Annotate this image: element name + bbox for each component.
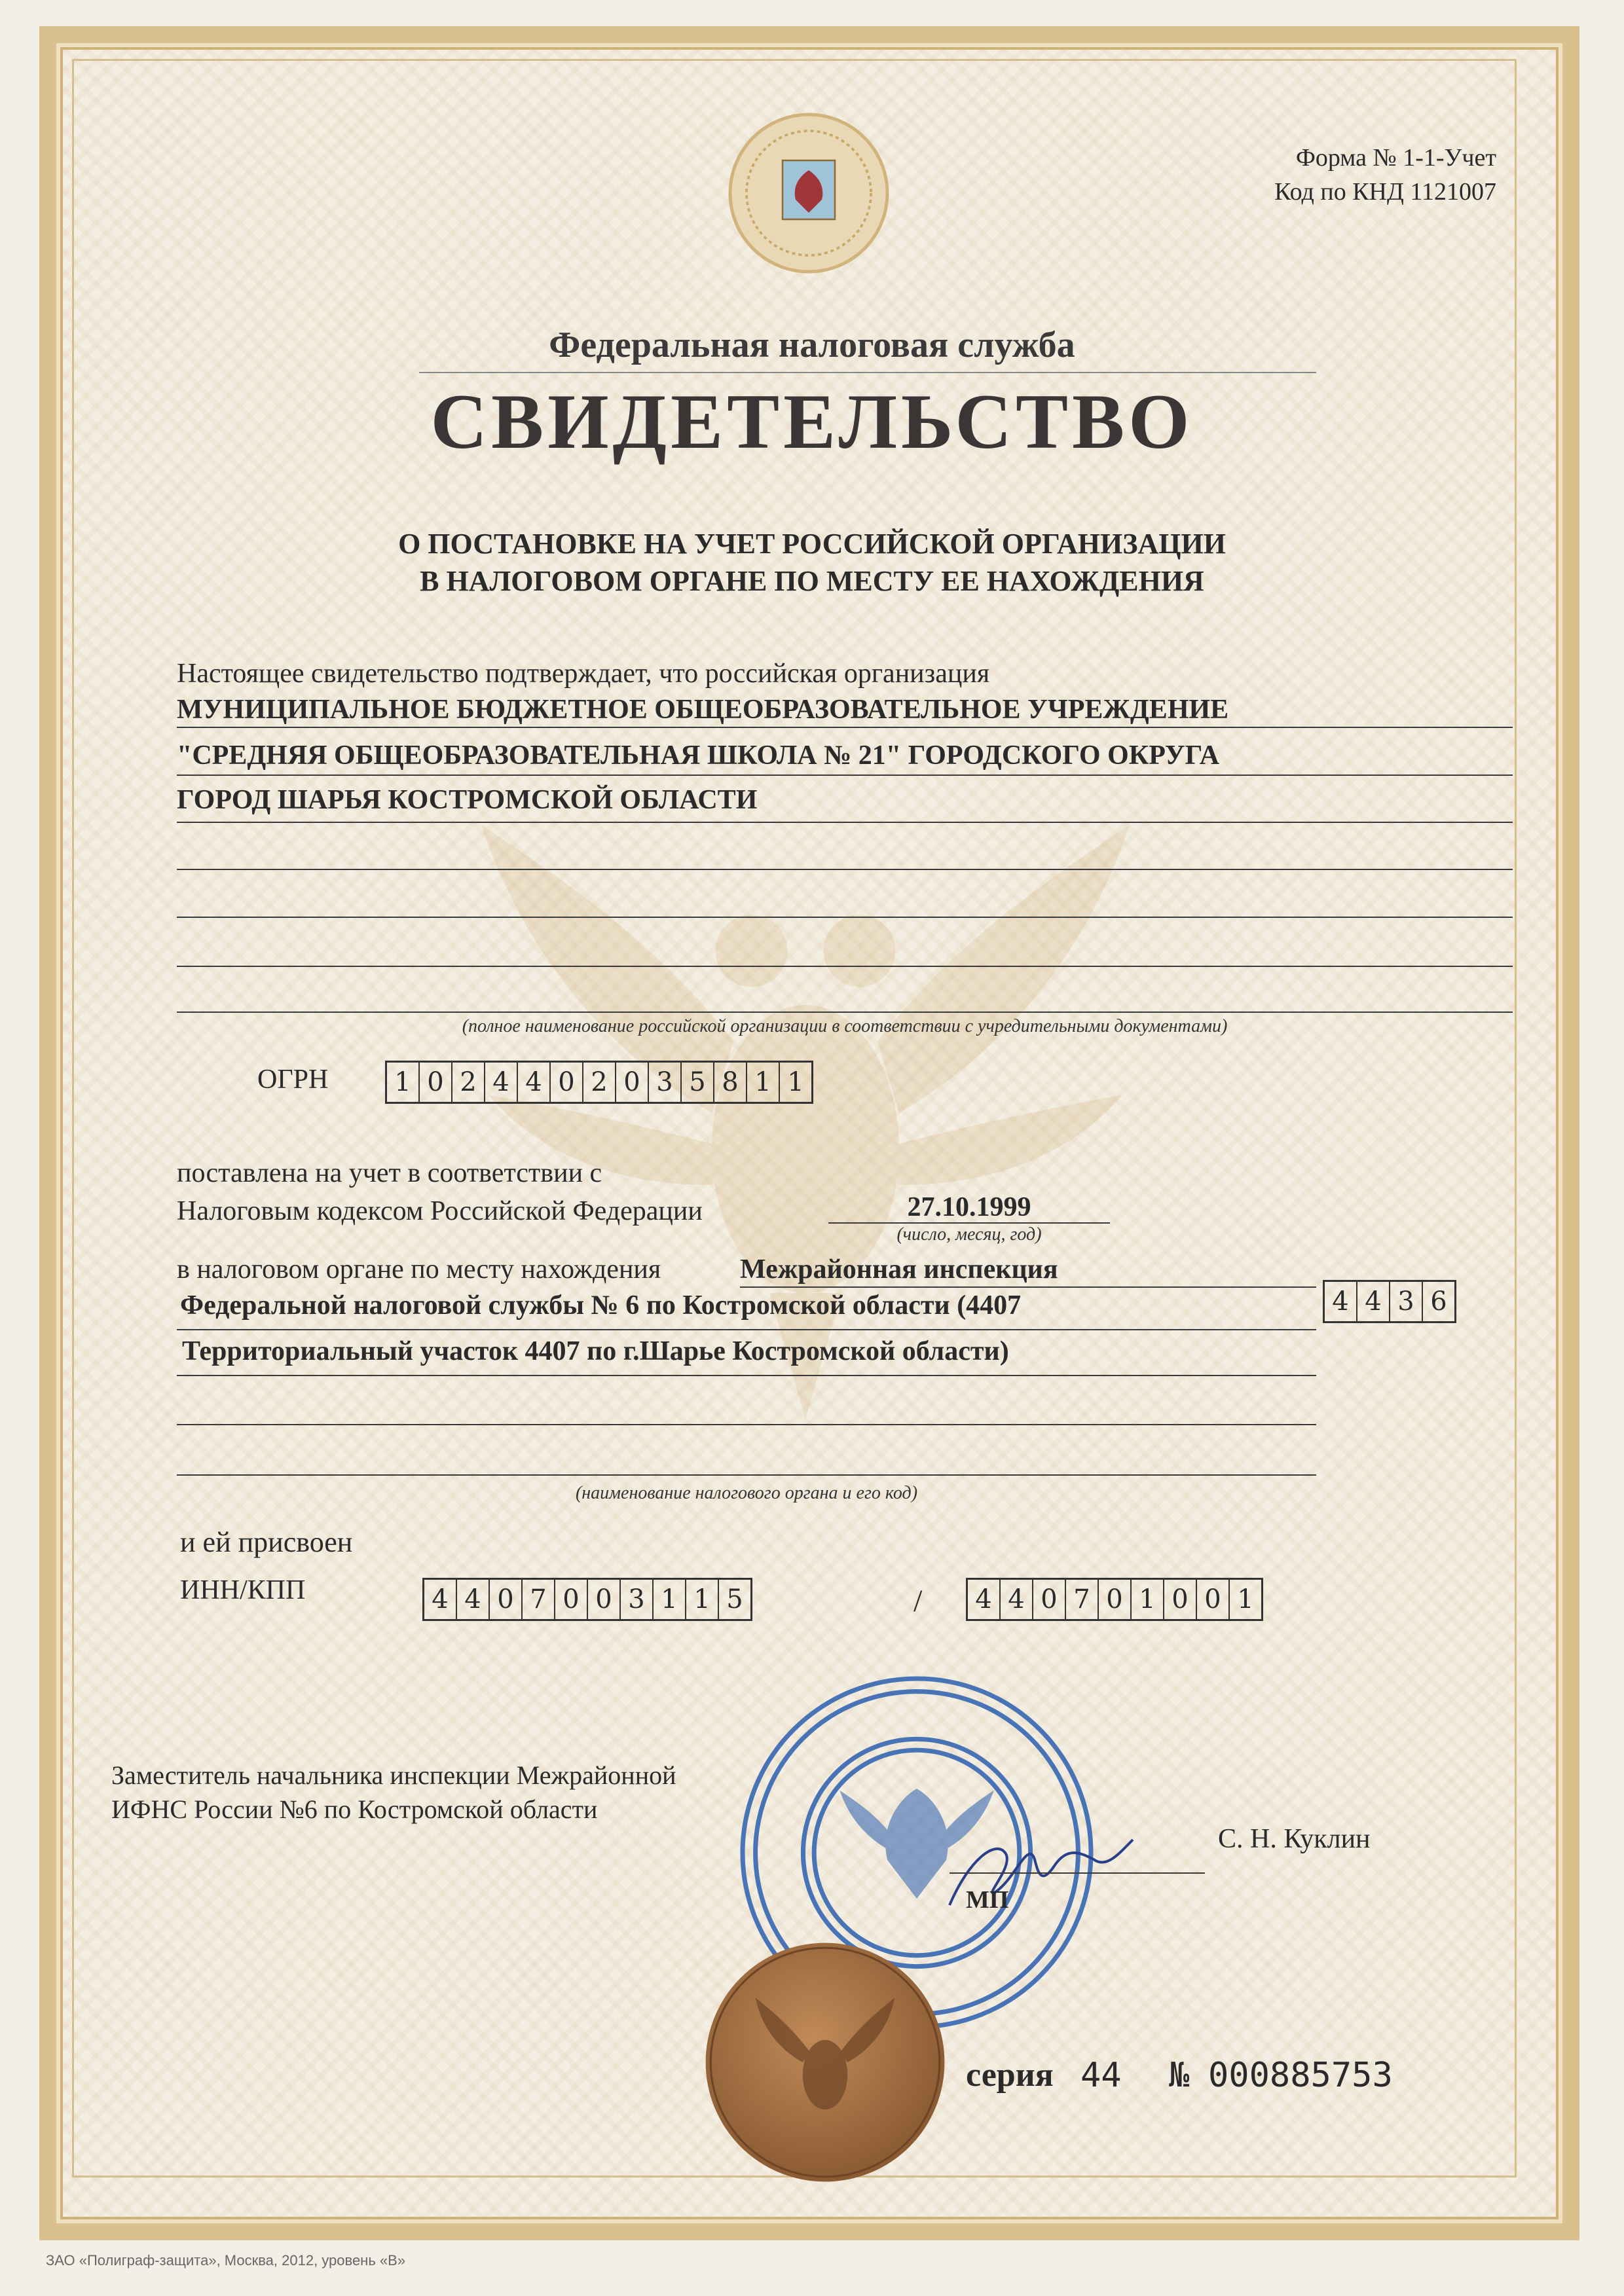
- signature-line: [950, 1872, 1205, 1874]
- digit-cell: 2: [582, 1063, 615, 1102]
- registration-line-2: Налоговым кодексом Российской Федерации: [177, 1196, 703, 1226]
- tax-organ-code-digits: [1323, 1280, 1456, 1323]
- tax-organ-intro: в налоговом органе по месту нахождения: [177, 1254, 661, 1285]
- digit-cell: 4: [432, 1584, 449, 1614]
- kpp-digits: [966, 1578, 1263, 1621]
- digit-cell: 1: [779, 1063, 811, 1102]
- digit-cell: 0: [1196, 1580, 1228, 1619]
- organization-intro: Настоящее свидетельство подтверждает, что российская организация: [177, 659, 990, 689]
- signatory-title-1: Заместитель начальника инспекции Межрайонной: [111, 1760, 676, 1790]
- digit-cell: 3: [1389, 1282, 1422, 1321]
- digit-cell: 1: [1228, 1580, 1261, 1619]
- digit-cell: 1: [1130, 1580, 1163, 1619]
- form-number: Форма № 1-1-Учет: [1295, 144, 1496, 172]
- signatory-title-2: ИФНС России №6 по Костромской области: [111, 1795, 598, 1824]
- seal-place-label: МП: [966, 1886, 1009, 1914]
- digit-cell: 0: [554, 1580, 587, 1619]
- digit-cell: 6: [1422, 1282, 1454, 1321]
- header-divider: [419, 372, 1316, 373]
- registration-line-1: поставлена на учет в соответствии с: [177, 1158, 602, 1188]
- underline: [177, 774, 1513, 776]
- digit-cell: 0: [1163, 1580, 1196, 1619]
- series-value: 44: [1080, 2056, 1122, 2095]
- underline: [177, 869, 1513, 870]
- hologram-emblem-icon: [727, 111, 891, 275]
- digit-cell: 0: [489, 1580, 521, 1619]
- digit-cell: 8: [713, 1063, 746, 1102]
- digit-cell: 1: [394, 1067, 411, 1097]
- digit-cell: 4: [1356, 1282, 1389, 1321]
- ogrn-digits: [385, 1061, 813, 1104]
- digit-cell: 4: [484, 1063, 517, 1102]
- digit-cell: 4: [975, 1584, 992, 1614]
- page-title: СВИДЕТЕЛЬСТВО: [430, 378, 1194, 465]
- subtitle-line-2: В НАЛОГОВОМ ОРГАНЕ ПО МЕСТУ ЕЕ НАХОЖДЕНИЯ: [420, 565, 1204, 597]
- underline: [177, 1474, 1316, 1476]
- knd-code: Код по КНД 1121007: [1274, 178, 1496, 206]
- digit-cell: 0: [1098, 1580, 1130, 1619]
- underline: [740, 1286, 1316, 1288]
- underline: [177, 917, 1513, 918]
- embossed-seal-icon: [701, 1938, 950, 2187]
- inn-kpp-separator: /: [913, 1584, 923, 1618]
- printer-note: ЗАО «Полиграф-защита», Москва, 2012, уровень «В»: [46, 2252, 406, 2269]
- tax-organ-line-1: Межрайонная инспекция: [740, 1254, 1058, 1285]
- underline: [828, 1222, 1110, 1224]
- digit-cell: 2: [451, 1063, 484, 1102]
- digit-cell: 0: [1032, 1580, 1065, 1619]
- agency-name: Федеральная налоговая служба: [549, 325, 1075, 365]
- series-label: серия: [966, 2056, 1054, 2094]
- underline: [177, 966, 1513, 967]
- digit-cell: 4: [517, 1063, 549, 1102]
- inn-kpp-label: ИНН/КПП: [180, 1575, 306, 1605]
- digit-cell: 1: [685, 1580, 718, 1619]
- assigned-text: и ей присвоен: [180, 1526, 353, 1558]
- digit-cell: 1: [652, 1580, 685, 1619]
- organization-line-3: ГОРОД ШАРЬЯ КОСТРОМСКОЙ ОБЛАСТИ: [177, 785, 758, 815]
- underline: [177, 727, 1513, 728]
- digit-cell: 7: [1065, 1580, 1098, 1619]
- digit-cell: 0: [587, 1580, 619, 1619]
- form-code: [1274, 141, 1496, 209]
- organization-hint: (полное наименование российской организации в соответствии с учредительными документами): [462, 1016, 1228, 1036]
- date-hint: (число, месяц, год): [896, 1224, 1042, 1245]
- subtitle-line-1: О ПОСТАНОВКЕ НА УЧЕТ РОССИЙСКОЙ ОРГАНИЗАЦИИ: [398, 528, 1226, 560]
- certificate-number: 000885753: [1208, 2056, 1393, 2095]
- tax-organ-line-3: Территориальный участок 4407 по г.Шарье Костромской области): [182, 1336, 1009, 1366]
- registration-date: 27.10.1999: [907, 1192, 1031, 1222]
- digit-cell: 0: [615, 1063, 648, 1102]
- organization-line-1: МУНИЦИПАЛЬНОЕ БЮДЖЕТНОЕ ОБЩЕОБРАЗОВАТЕЛЬНОЕ УЧРЕЖДЕНИЕ: [177, 695, 1229, 725]
- digit-cell: 4: [1332, 1286, 1349, 1317]
- tax-organ-hint: (наименование налогового органа и его код): [575, 1483, 918, 1503]
- organization-line-2: "СРЕДНЯЯ ОБЩЕОБРАЗОВАТЕЛЬНАЯ ШКОЛА № 21" ГОРОДСКОГО ОКРУГА: [177, 740, 1220, 771]
- underline: [177, 1375, 1316, 1376]
- digit-cell: 5: [718, 1580, 750, 1619]
- signatory-name: С. Н. Куклин: [1218, 1824, 1371, 1854]
- underline: [177, 1329, 1316, 1330]
- number-prefix: №: [1169, 2056, 1190, 2095]
- digit-cell: 4: [999, 1580, 1032, 1619]
- underline: [177, 1011, 1513, 1013]
- digit-cell: 1: [746, 1063, 779, 1102]
- digit-cell: 3: [648, 1063, 680, 1102]
- digit-cell: 7: [521, 1580, 554, 1619]
- digit-cell: 5: [680, 1063, 713, 1102]
- digit-cell: 4: [456, 1580, 489, 1619]
- digit-cell: 0: [418, 1063, 451, 1102]
- underline: [177, 1424, 1316, 1425]
- digit-cell: 0: [549, 1063, 582, 1102]
- inn-digits: [422, 1578, 752, 1621]
- ogrn-label: ОГРН: [257, 1065, 329, 1095]
- underline: [177, 822, 1513, 823]
- digit-cell: 3: [619, 1580, 652, 1619]
- tax-organ-line-2: Федеральной налоговой службы № 6 по Костромской области (4407: [180, 1290, 1022, 1321]
